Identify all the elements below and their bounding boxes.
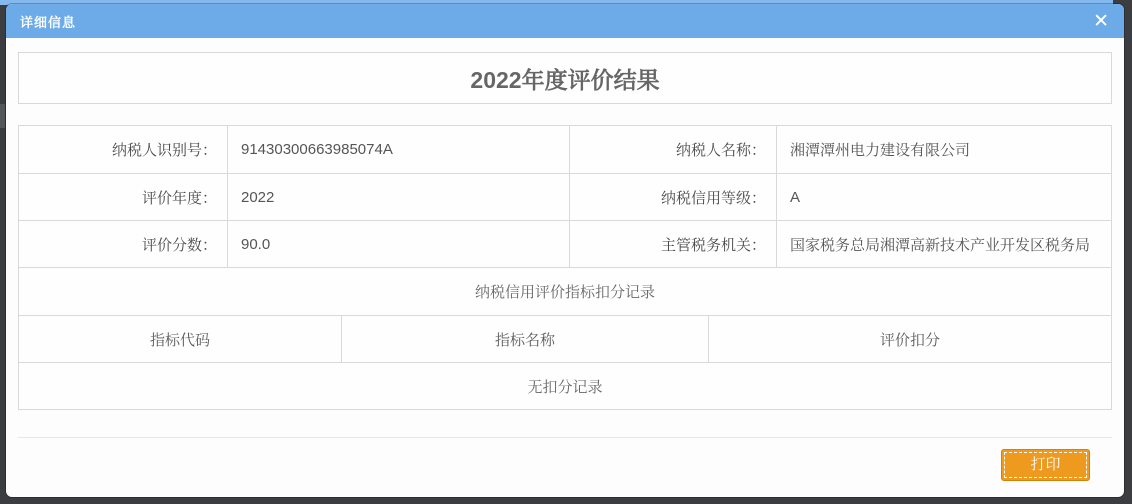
column-header-deduction-score: 评价扣分 <box>708 316 1111 362</box>
close-icon[interactable]: ✕ <box>1093 10 1109 32</box>
column-header-indicator-code: 指标代码 <box>149 331 210 349</box>
field-value-credit-grade: A <box>776 174 1111 220</box>
detail-dialog <box>6 4 1124 497</box>
field-value-eval-year: 2022 <box>227 174 569 220</box>
report-title: 2022年度评价结果 <box>470 66 660 93</box>
field-label-taxpayer-name: 纳税人名称： <box>569 126 776 173</box>
column-header-row <box>19 315 1111 362</box>
field-value-taxpayer-name: 湘潭潭州电力建设有限公司 <box>776 126 1111 173</box>
field-label-eval-year: 评价年度： <box>141 189 217 207</box>
report-title-box <box>18 52 1112 104</box>
dialog-title: 详细信息 <box>20 14 77 30</box>
field-value-tax-authority: 国家税务总局湘潭高新技术产业开发区税务局 <box>776 221 1111 267</box>
table-row <box>19 173 1111 220</box>
deduction-section-title: 纳税信用评价指标扣分记录 <box>474 284 655 301</box>
column-header-indicator-name: 指标名称 <box>341 316 708 362</box>
dialog-header <box>6 4 1124 38</box>
table-row <box>19 220 1111 267</box>
evaluation-table <box>18 125 1112 410</box>
section-header-row <box>19 267 1111 315</box>
table-row <box>19 126 1111 173</box>
field-label-credit-grade: 纳税信用等级： <box>569 174 776 220</box>
dialog-body <box>6 38 1124 493</box>
field-label-tax-authority: 主管税务机关： <box>569 221 776 267</box>
empty-record-text: 无扣分记录 <box>527 378 603 396</box>
dialog-footer <box>18 438 1112 481</box>
field-label-eval-score: 评价分数： <box>141 236 217 254</box>
field-value-eval-score: 90.0 <box>227 221 569 267</box>
field-value-taxpayer-id: 91430300663985074A <box>227 126 569 173</box>
empty-record-row <box>19 362 1111 409</box>
print-button[interactable]: 打印 <box>1001 449 1090 481</box>
backdrop-smudge <box>0 104 5 128</box>
field-label-taxpayer-id: 纳税人识别号： <box>111 142 217 159</box>
